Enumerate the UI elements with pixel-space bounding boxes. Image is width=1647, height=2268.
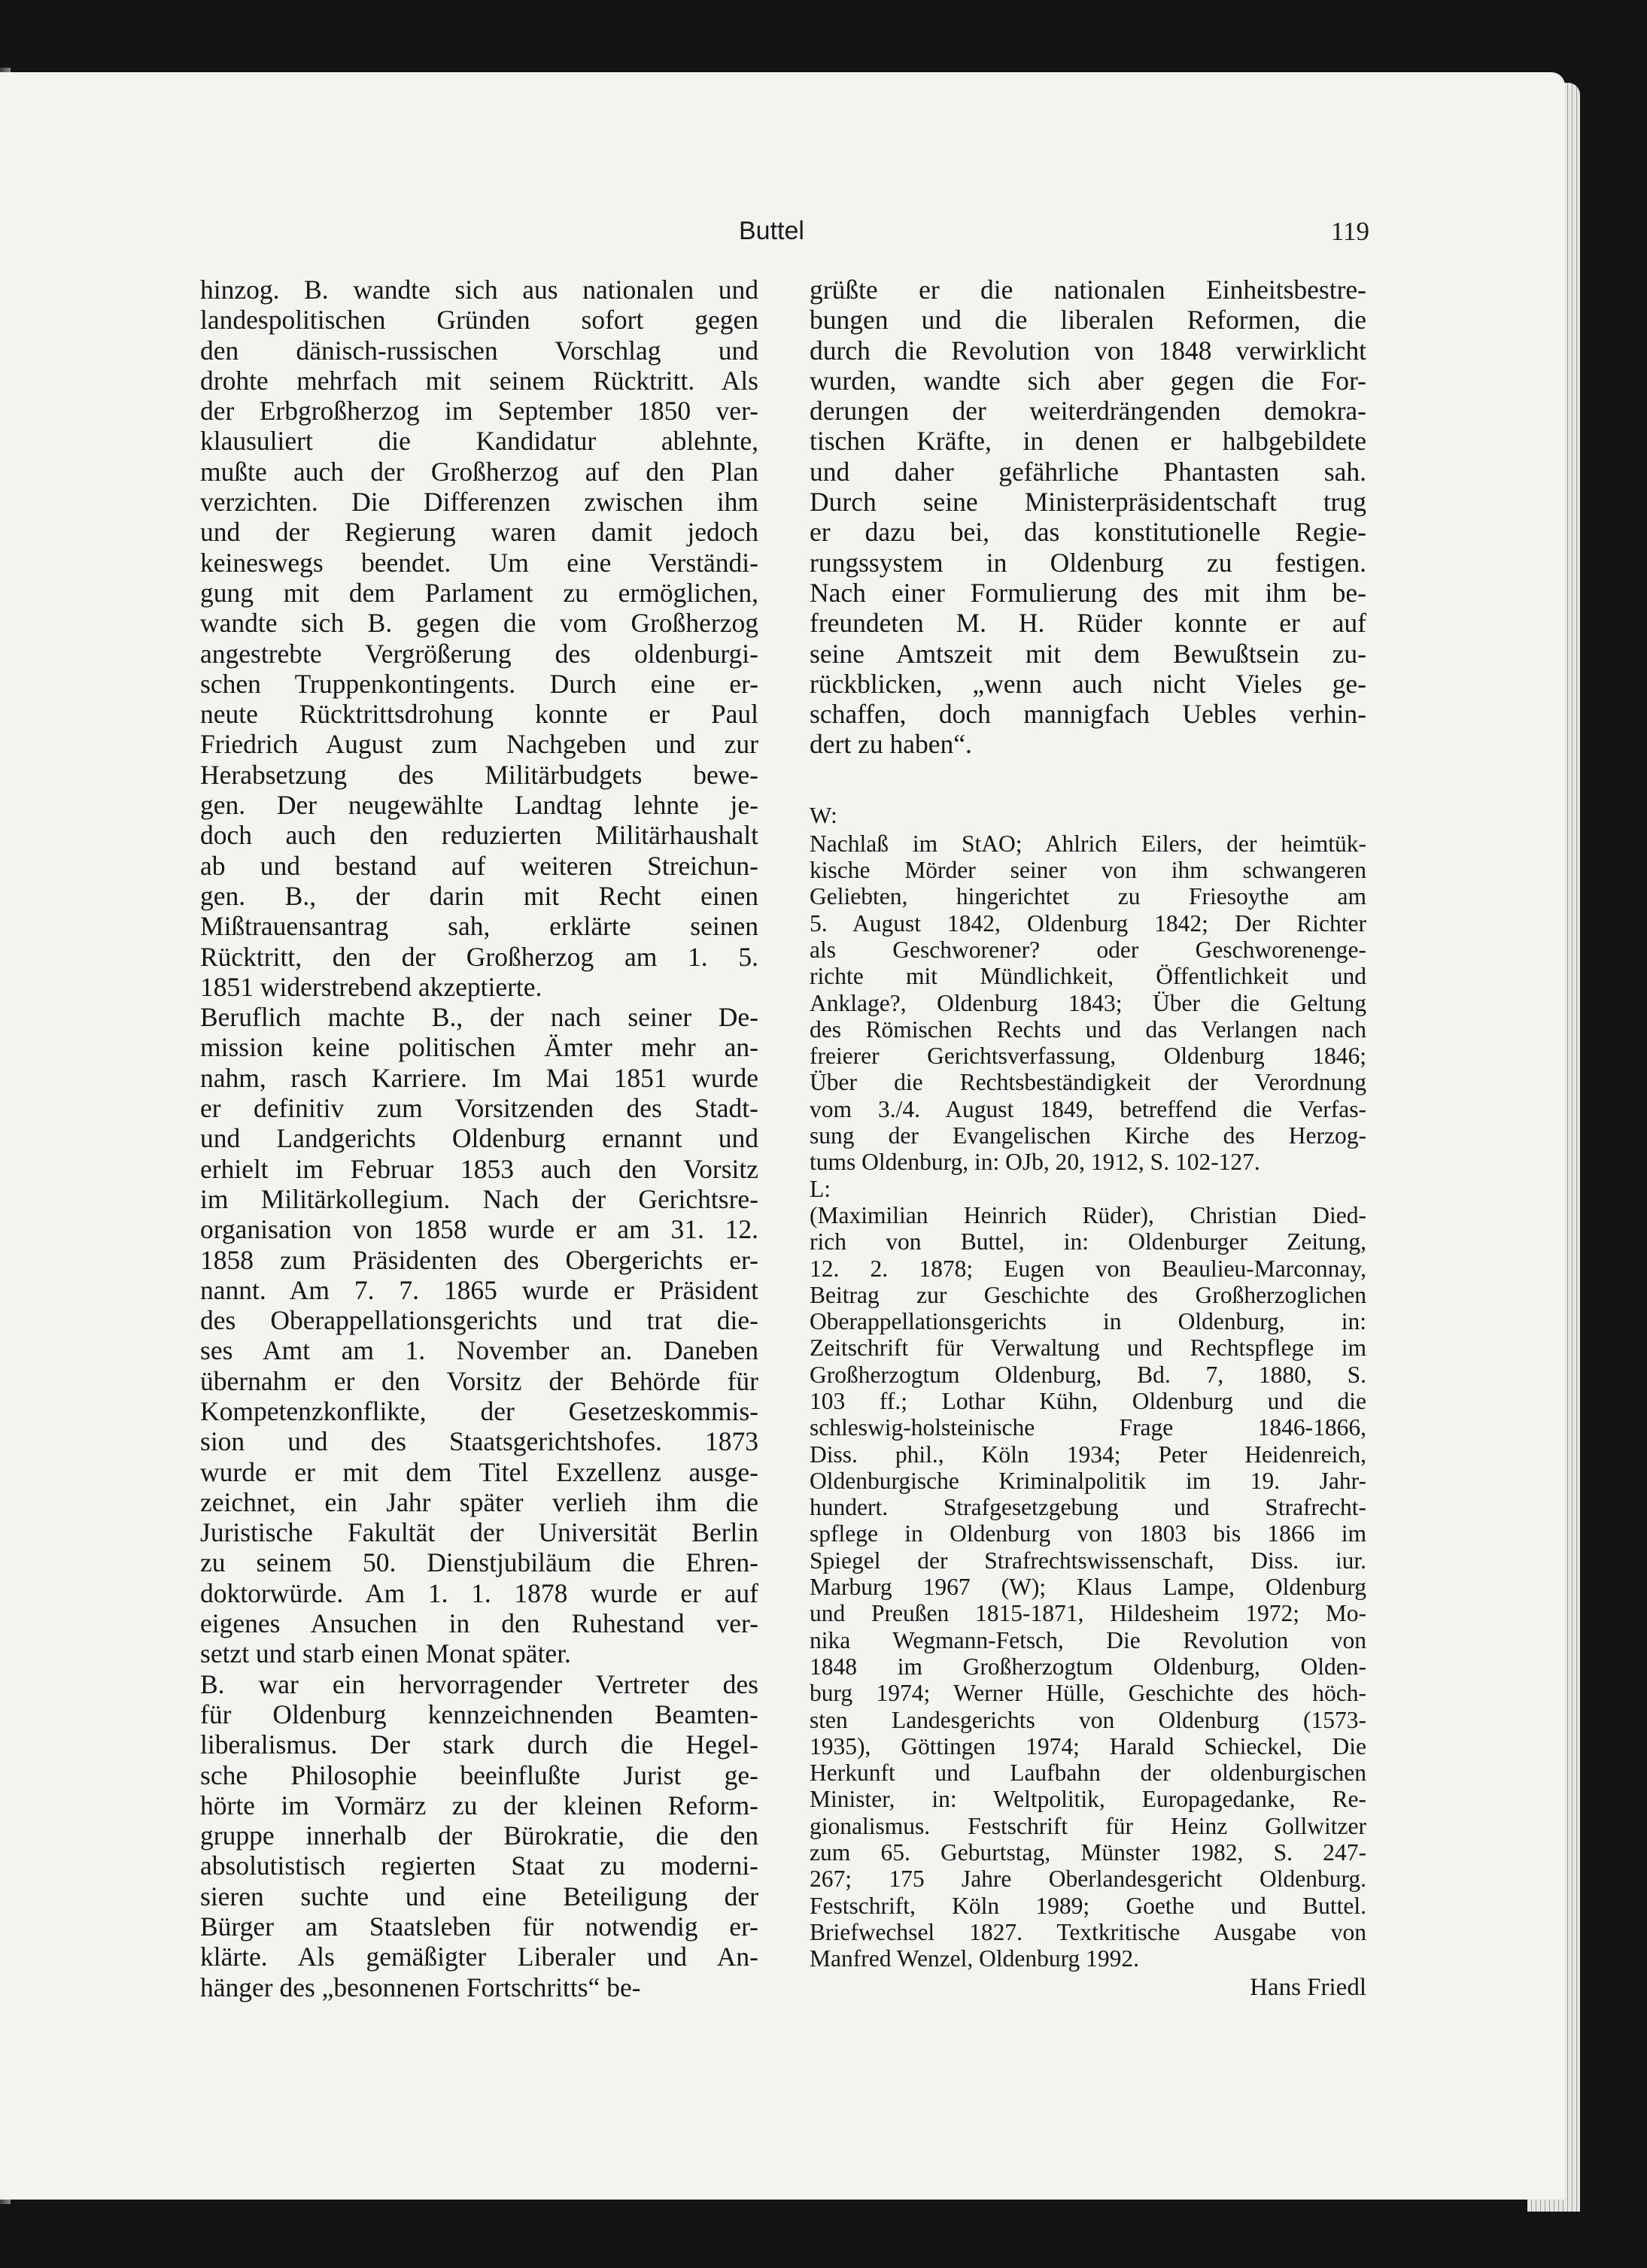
text-line: gung mit dem Parlament zu ermöglichen,	[200, 577, 758, 608]
text-line: rungssystem in Oldenburg zu festigen.	[810, 547, 1366, 578]
text-line: schleswig-holsteinische Frage 1846-1866,	[810, 1414, 1366, 1441]
text-line: sion und des Staatsgerichtshofes. 1873	[200, 1426, 758, 1457]
text-line: sten Landesgerichts von Oldenburg (1573-	[810, 1706, 1366, 1733]
text-line: Nachlaß im StAO; Ahlrich Eilers, der heimtük-	[810, 830, 1366, 857]
text-line: und Preußen 1815-1871, Hildesheim 1972; Mo-	[810, 1600, 1366, 1627]
literature-label: L:	[810, 1175, 831, 1202]
text-line: tischen Kräfte, in denen er halbgebildete	[810, 426, 1366, 457]
text-line: spflege in Oldenburg von 1803 bis 1866 im	[810, 1520, 1366, 1547]
text-line: neute Rücktrittsdrohung konnte er Paul	[200, 699, 758, 730]
text-line: vom 3./4. August 1849, betreffend die Verfas-	[810, 1095, 1366, 1122]
text-line: erhielt im Februar 1853 auch den Vorsitz	[200, 1153, 758, 1184]
text-line: Diss. phil., Köln 1934; Peter Heidenreich,	[810, 1441, 1366, 1468]
text-line: im Militärkollegium. Nach der Gerichtsre-	[200, 1183, 758, 1214]
text-line: dert zu haben“.	[810, 729, 972, 760]
text-line: Anklage?, Oldenburg 1843; Über die Geltung	[810, 989, 1366, 1016]
text-line: kische Mörder seiner von ihm schwangeren	[810, 857, 1366, 884]
text-line: er definitiv zum Vorsitzenden des Stadt-	[200, 1093, 758, 1124]
text-line: landespolitischen Gründen sofort gegen	[200, 305, 758, 335]
works-label: W:	[810, 801, 837, 828]
text-line: und der Regierung waren damit jedoch	[200, 517, 758, 548]
text-line: Geliebten, hingerichtet zu Friesoythe am	[810, 883, 1366, 910]
text-line: sung der Evangelischen Kirche des Herzog-	[810, 1122, 1366, 1149]
text-line: Zeitschrift für Verwaltung und Rechtspflege im	[810, 1334, 1366, 1362]
text-line: der Erbgroßherzog im September 1850 ver-	[200, 396, 758, 427]
text-line: Spiegel der Strafrechtswissenschaft, Diss. iur.	[810, 1547, 1366, 1574]
text-line: Großherzogtum Oldenburg, Bd. 7, 1880, S.	[810, 1361, 1366, 1388]
text-line: bungen und die liberalen Reformen, die	[810, 305, 1366, 335]
text-line: mission keine politischen Ämter mehr an-	[200, 1032, 758, 1063]
text-line: Manfred Wenzel, Oldenburg 1992.	[810, 1945, 1140, 1972]
text-line: Beitrag zur Geschichte des Großherzoglichen	[810, 1281, 1366, 1308]
text-line: verzichten. Die Differenzen zwischen ihm	[200, 487, 758, 518]
text-line: Herabsetzung des Militärbudgets bewe-	[200, 759, 758, 790]
text-line: (Maximilian Heinrich Rüder), Christian Died-	[810, 1201, 1366, 1228]
text-line: und Landgerichts Oldenburg ernannt und	[200, 1123, 758, 1154]
left-column	[200, 275, 758, 2002]
text-line: Briefwechsel 1827. Textkritische Ausgabe von	[810, 1918, 1366, 1945]
text-line: seine Amtszeit mit dem Bewußtsein zu-	[810, 638, 1366, 669]
text-line: sieren suchte und eine Beteiligung der	[200, 1881, 758, 1911]
text-line: setzt und starb einen Monat später.	[200, 1638, 571, 1669]
text-line: doktorwürde. Am 1. 1. 1878 wurde er auf	[200, 1577, 758, 1608]
text-line: Rücktritt, den der Großherzog am 1. 5.	[200, 941, 758, 972]
text-line: Oberappellationsgerichts in Oldenburg, in:	[810, 1308, 1366, 1335]
text-line: Über die Rechtsbeständigkeit der Verordnung	[810, 1069, 1366, 1096]
page-number: 119	[1330, 217, 1369, 246]
text-line: liberalismus. Der stark durch die Hegel-	[200, 1729, 758, 1760]
works-list	[810, 830, 1366, 1176]
text-line: sche Philosophie beeinflußte Jurist ge-	[200, 1759, 758, 1790]
text-line: rückblicken, „wenn auch nicht Vieles ge-	[810, 668, 1366, 699]
text-line: Kompetenzkonflikte, der Gesetzeskommis-	[200, 1395, 758, 1426]
text-line: ab und bestand auf weiteren Streichun-	[200, 850, 758, 881]
text-line: als Geschworener? oder Geschworenenge-	[810, 936, 1366, 963]
text-line: den dänisch-russischen Vorschlag und	[200, 335, 758, 366]
text-line: B. war ein hervorragender Vertreter des	[200, 1668, 758, 1699]
text-line: hundert. Strafgesetzgebung und Strafrecht-	[810, 1494, 1366, 1521]
text-line: zeichnet, ein Jahr später verlieh ihm die	[200, 1486, 758, 1517]
right-column	[810, 275, 1366, 2002]
text-line: Oldenburgische Kriminalpolitik im 19. Jahr-	[810, 1467, 1366, 1494]
text-line: 1935), Göttingen 1974; Harald Schieckel, Die	[810, 1732, 1366, 1759]
text-line: drohte mehrfach mit seinem Rücktritt. Als	[200, 365, 758, 396]
text-line: gen. Der neugewählte Landtag lehnte je-	[200, 790, 758, 821]
text-line: Marburg 1967 (W); Klaus Lampe, Oldenburg	[810, 1574, 1366, 1601]
text-line: hörte im Vormärz zu der kleinen Reform-	[200, 1790, 758, 1820]
text-line: 5. August 1842, Oldenburg 1842; Der Richter	[810, 909, 1366, 937]
text-line: er dazu bei, das konstitutionelle Regie-	[810, 517, 1366, 548]
text-line: doch auch den reduzierten Militärhaushalt	[200, 820, 758, 851]
text-line: freundeten M. H. Rüder konnte er auf	[810, 608, 1366, 639]
text-line: mußte auch der Großherzog auf den Plan	[200, 456, 758, 487]
text-line: Friedrich August zum Nachgeben und zur	[200, 729, 758, 760]
text-line: 267; 175 Jahre Oberlandesgericht Oldenburg.	[810, 1866, 1366, 1893]
text-line: wurden, wandte sich aber gegen die For-	[810, 365, 1366, 396]
text-line: Durch seine Ministerpräsidentschaft trug	[810, 487, 1366, 518]
text-line: eigenes Ansuchen in den Ruhestand ver-	[200, 1608, 758, 1639]
running-title: Buttel	[739, 217, 804, 245]
text-line: zu seinem 50. Dienstjubiläum die Ehren-	[200, 1547, 758, 1578]
author-signature: Hans Friedl	[1250, 1973, 1366, 2001]
left-column-text	[200, 275, 758, 2002]
right-column-text	[810, 275, 1366, 760]
text-line: derungen der weiterdrängenden demokra-	[810, 396, 1366, 427]
text-line: gruppe innerhalb der Bürokratie, die den	[200, 1820, 758, 1851]
text-line: grüßte er die nationalen Einheitsbestre-	[810, 275, 1366, 305]
text-line: Minister, in: Weltpolitik, Europagedanke, Re-	[810, 1786, 1366, 1813]
text-line: Herkunft und Laufbahn der oldenburgischen	[810, 1759, 1366, 1787]
text-line: tums Oldenburg, in: OJb, 20, 1912, S. 102-127.	[810, 1149, 1260, 1176]
text-line: des Oberappellationsgerichts und trat die-	[200, 1305, 758, 1336]
text-line: 1858 zum Präsidenten des Obergerichts er-	[200, 1244, 758, 1275]
text-line: schen Truppenkontingents. Durch eine er-	[200, 668, 758, 699]
text-line: gen. B., der darin mit Recht einen	[200, 880, 758, 911]
text-line: hänger des „besonnenen Fortschritts“ be-	[200, 1972, 641, 2002]
text-line: Mißtrauensantrag sah, erklärte seinen	[200, 911, 758, 942]
text-line: keineswegs beendet. Um eine Verständi-	[200, 547, 758, 578]
running-header	[203, 217, 1369, 247]
text-line: wandte sich B. gegen die vom Großherzog	[200, 608, 758, 639]
text-line: nahm, rasch Karriere. Im Mai 1851 wurde	[200, 1062, 758, 1093]
text-line: nika Wegmann-Fetsch, Die Revolution von	[810, 1626, 1366, 1653]
text-line: Bürger am Staatsleben für notwendig er-	[200, 1911, 758, 1942]
text-line: hinzog. B. wandte sich aus nationalen und	[200, 275, 758, 305]
text-line: gionalismus. Festschrift für Heinz Gollwitzer	[810, 1812, 1366, 1839]
text-line: 1848 im Großherzogtum Oldenburg, Olden-	[810, 1653, 1366, 1680]
text-line: Nach einer Formulierung des mit ihm be-	[810, 577, 1366, 608]
text-line: absolutistisch regierten Staat zu moderni-	[200, 1851, 758, 1881]
text-line: nannt. Am 7. 7. 1865 wurde er Präsident	[200, 1274, 758, 1305]
text-line: freierer Gerichtsverfassung, Oldenburg 1846;	[810, 1043, 1366, 1070]
text-line: 1851 widerstrebend akzeptierte.	[200, 971, 542, 1002]
text-line: klärte. Als gemäßigter Liberaler und An-	[200, 1942, 758, 1972]
text-line: burg 1974; Werner Hülle, Geschichte des höch-	[810, 1680, 1366, 1707]
literature-list	[810, 1202, 1366, 1972]
text-line: 12. 2. 1878; Eugen von Beaulieu-Marconnay,	[810, 1255, 1366, 1282]
text-line: richte mit Mündlichkeit, Öffentlichkeit und	[810, 963, 1366, 990]
text-line: klausuliert die Kandidatur ablehnte,	[200, 426, 758, 457]
text-line: übernahm er den Vorsitz der Behörde für	[200, 1365, 758, 1396]
text-line: angestrebte Vergrößerung des oldenburgi-	[200, 638, 758, 669]
text-line: wurde er mit dem Titel Exzellenz ausge-	[200, 1456, 758, 1487]
text-line: Festschrift, Köln 1989; Goethe und Buttel.	[810, 1892, 1366, 1919]
text-line: durch die Revolution von 1848 verwirklicht	[810, 335, 1366, 366]
text-line: für Oldenburg kennzeichnenden Beamten-	[200, 1699, 758, 1729]
text-line: und daher gefährliche Phantasten sah.	[810, 456, 1366, 487]
text-line: 103 ff.; Lothar Kühn, Oldenburg und die	[810, 1387, 1366, 1414]
text-line: organisation von 1858 wurde er am 31. 12.	[200, 1214, 758, 1245]
text-line: rich von Buttel, in: Oldenburger Zeitung,	[810, 1228, 1366, 1255]
text-line: des Römischen Rechts und das Verlangen nach	[810, 1016, 1366, 1043]
text-line: zum 65. Geburtstag, Münster 1982, S. 247-	[810, 1839, 1366, 1866]
text-line: Juristische Fakultät der Universität Berlin	[200, 1517, 758, 1548]
text-line: ses Amt am 1. November an. Daneben	[200, 1335, 758, 1366]
text-line: schaffen, doch mannigfach Uebles verhin-	[810, 699, 1366, 730]
text-line: Beruflich machte B., der nach seiner De-	[200, 1002, 758, 1033]
